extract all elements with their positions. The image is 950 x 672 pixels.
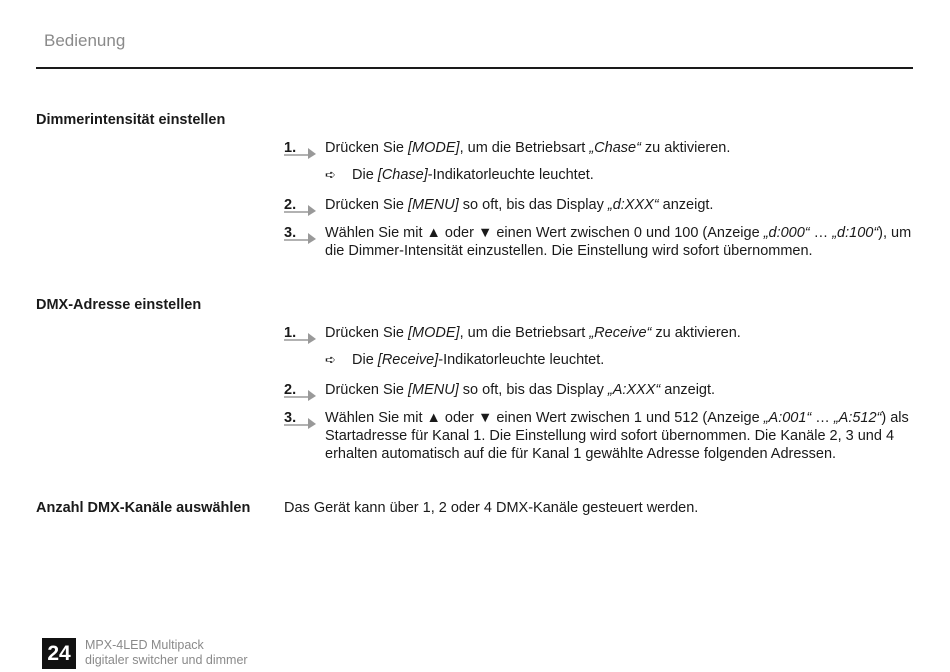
result-text: Die [Receive]-Indikatorleuchte leuchtet. bbox=[352, 352, 605, 368]
step-number: 2. bbox=[284, 382, 297, 398]
dmx-step-2 bbox=[284, 381, 914, 399]
step-arrow-icon bbox=[284, 387, 316, 401]
dimmer-result-1 bbox=[325, 166, 905, 184]
section-heading-dmx-address: DMX-Adresse einstellen bbox=[36, 297, 202, 313]
dmx-step-1 bbox=[284, 324, 914, 342]
result-text: Die [Chase]-Indikatorleuchte leuchtet. bbox=[352, 167, 594, 183]
step-text: Drücken Sie [MENU] so oft, bis das Display „d:XXX“ anzeigt. bbox=[325, 197, 714, 213]
result-arrow-icon: ➪ bbox=[325, 352, 336, 367]
step-number: 1. bbox=[284, 325, 297, 341]
step-text: Drücken Sie [MENU] so oft, bis das Display „A:XXX“ anzeigt. bbox=[325, 382, 716, 398]
step-text: Wählen Sie mit ▲ oder ▼ einen Wert zwischen 1 und 512 (Anzeige „A:001“ … „A:512“) als Startadresse für Kanal 1. Die Einstellung wird sofort übernommen. Die Kanäle 2, 3 und 4 erhalten automatisch auf die für Kanal 1 gewählte Adresse folgenden Adressen. bbox=[325, 410, 909, 462]
result-arrow-icon: ➪ bbox=[325, 167, 336, 182]
step-number: 2. bbox=[284, 197, 297, 213]
header-rule bbox=[36, 67, 913, 69]
step-number: 1. bbox=[284, 140, 297, 156]
step-number: 3. bbox=[284, 225, 297, 241]
step-arrow-icon bbox=[284, 145, 316, 159]
page-number: 24 bbox=[42, 638, 76, 669]
section-heading-dimmer: Dimmerintensität einstellen bbox=[36, 112, 226, 128]
step-number: 3. bbox=[284, 410, 297, 426]
step-arrow-icon bbox=[284, 415, 316, 429]
dmx-step-3 bbox=[284, 409, 914, 463]
step-arrow-icon bbox=[284, 230, 316, 244]
footer-product-line-2: digitaler switcher und dimmer bbox=[85, 653, 248, 667]
footer-product-line-1: MPX-4LED Multipack bbox=[85, 638, 204, 652]
section-heading-dmx-channels: Anzahl DMX-Kanäle auswählen bbox=[36, 500, 251, 516]
dimmer-step-2 bbox=[284, 196, 914, 214]
dimmer-step-1 bbox=[284, 139, 914, 157]
step-text: Wählen Sie mit ▲ oder ▼ einen Wert zwischen 0 und 100 (Anzeige „d:000“ … „d:100“), um die Dimmer-Intensität einzustellen. Die Einstellung wird sofort übernommen. bbox=[325, 225, 912, 259]
step-arrow-icon bbox=[284, 202, 316, 216]
step-arrow-icon bbox=[284, 330, 316, 344]
channels-text: Das Gerät kann über 1, 2 oder 4 DMX-Kanäle gesteuert werden. bbox=[284, 500, 699, 516]
header-title: Bedienung bbox=[44, 31, 126, 50]
dimmer-step-3 bbox=[284, 224, 914, 260]
step-text: Drücken Sie [MODE], um die Betriebsart „Chase“ zu aktivieren. bbox=[325, 140, 731, 156]
step-text: Drücken Sie [MODE], um die Betriebsart „Receive“ zu aktivieren. bbox=[325, 325, 741, 341]
dmx-result-1 bbox=[325, 351, 905, 369]
